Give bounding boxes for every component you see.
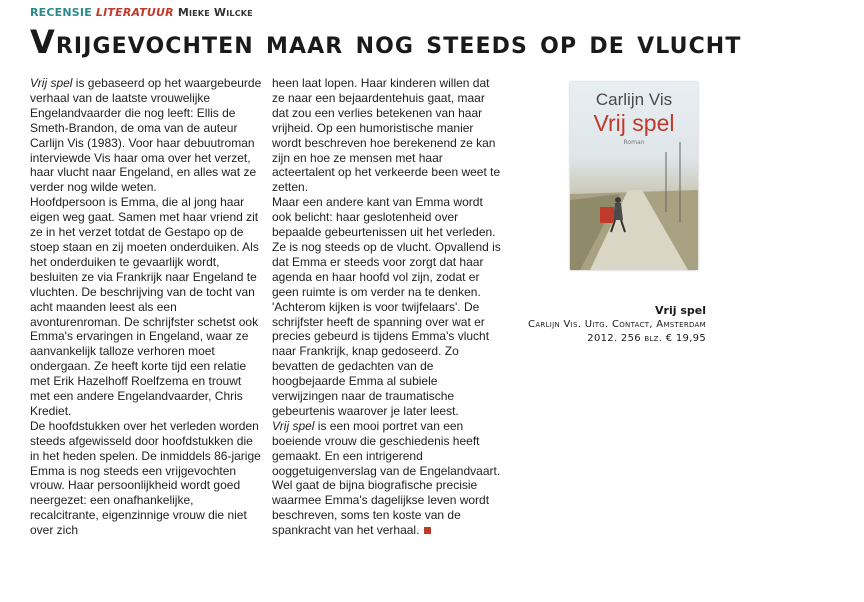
paragraph: Hoofdpersoon is Emma, die al jong haar eigen weg gaat. Samen met haar vriend zit ze in het verzet totdat de Gestapo op de stoep staan en zij moeten onderduiken. Als het onderduiken te gevaarlijk wordt, besluiten ze via Frankrijk naar Engeland te vluchten. De beschrijving van de tocht van acht maanden leest als een avonturenroman. De schrijfster schetst ook Emma's ervaringen in Engeland, waar ze aanvankelijk talloze verhoren moet ondergaan. Ze heeft korte tijd een relatie met Erik Hazelhoff Roelfzema en trouwt met een andere Engelandvaarder, Chris Krediet. xyxy=(30,195,259,418)
headline: Vrijgevochten maar nog steeds op de vlucht xyxy=(30,23,742,61)
end-mark-icon xyxy=(424,527,431,534)
paragraph: De hoofdstukken over het verleden worden steeds afgewisseld door hoofdstukken die in het heden spelen. De inmiddels 86-jarige Emma is nog steeds een vrijgevochten vrouw. Haar persoonlijkheid wordt goed neergezet: een onafhankelijke, recalcitrante, eigenzinnige vrouw die niet over zich xyxy=(30,418,261,538)
cover-subtitle: Roman xyxy=(623,139,645,146)
body-column-2 xyxy=(272,76,504,538)
paragraph: Vrij spel is een mooi portret van een boeiende vrouw die geschiedenis heeft gemaakt. En een intrigerend ooggetuigenverslag van de Engelandvaart. Wel gaat de bijna biografische precisie waarmee Emma's dagelijkse leven wordt beschreven, soms ten koste van de spankracht van het verhaal. xyxy=(272,418,501,538)
caption-details: 2012. 256 blz. € 19,95 xyxy=(587,333,706,344)
body-column-1 xyxy=(30,76,262,538)
category-label: LITERATUUR xyxy=(95,6,174,19)
paragraph: Maar een andere kant van Emma wordt ook belicht: haar geslotenheid over bepaalde gebeurtenissen uit het verleden. Ze is nog steeds op de vlucht. Opvallend is dat Emma er steeds voor zorgt dat haar agenda en haar hoofd vol zijn, zodat er geen ruimte is om verder na te denken. 'Achterom kijken is voor twijfelaars'. De schrijfster heeft de spanning over wat er precies gebeurd is tijdens Emma's vlucht naar Frankrijk, knap gedoseerd. Zo bevatten de gedachten van de hoogbejaarde Emma al subiele verwijzingen naar de traumatische gebeurtenis waarover je later leest. xyxy=(272,195,501,418)
cover-title: Vrij spel xyxy=(593,110,675,136)
paragraph: heen laat lopen. Haar kinderen willen dat ze naar een bejaardentehuis gaat, maar dat zou een verlies betekenen van haar vrijheid. Op een humoristische manier wordt beschreven hoe berekenend ze kan zijn en hoe ze mensen met haar acteertalent op het verkeerde been weet te zetten. xyxy=(272,76,501,195)
article-kicker xyxy=(30,6,253,19)
book-title-inline: Vrij spel xyxy=(30,76,73,90)
book-title-inline: Vrij spel xyxy=(272,418,315,433)
book-cover-image xyxy=(570,82,698,270)
book-caption xyxy=(528,304,706,346)
cover-author: Carlijn Vis xyxy=(595,90,673,109)
author-name: Mieke Wilcke xyxy=(177,6,253,19)
paragraph: Vrij spel is gebaseerd op het waargebeurde verhaal van de laatste vrouwelijke Engelandvaarder die nog leeft: Ellis de Smeth-Brandon, de oma van de auteur Carlijn Vis (1983). Voor haar debuutroman interviewde Vis haar oma over het verzet, haar vlucht naar Engeland, en alles wat ze verder nog wilde weten. xyxy=(30,76,262,195)
section-label: RECENSIE xyxy=(30,6,92,19)
caption-publisher: Carlijn Vis. Uitg. Contact, Amsterdam xyxy=(528,319,706,330)
caption-title: Vrij spel xyxy=(655,304,706,317)
